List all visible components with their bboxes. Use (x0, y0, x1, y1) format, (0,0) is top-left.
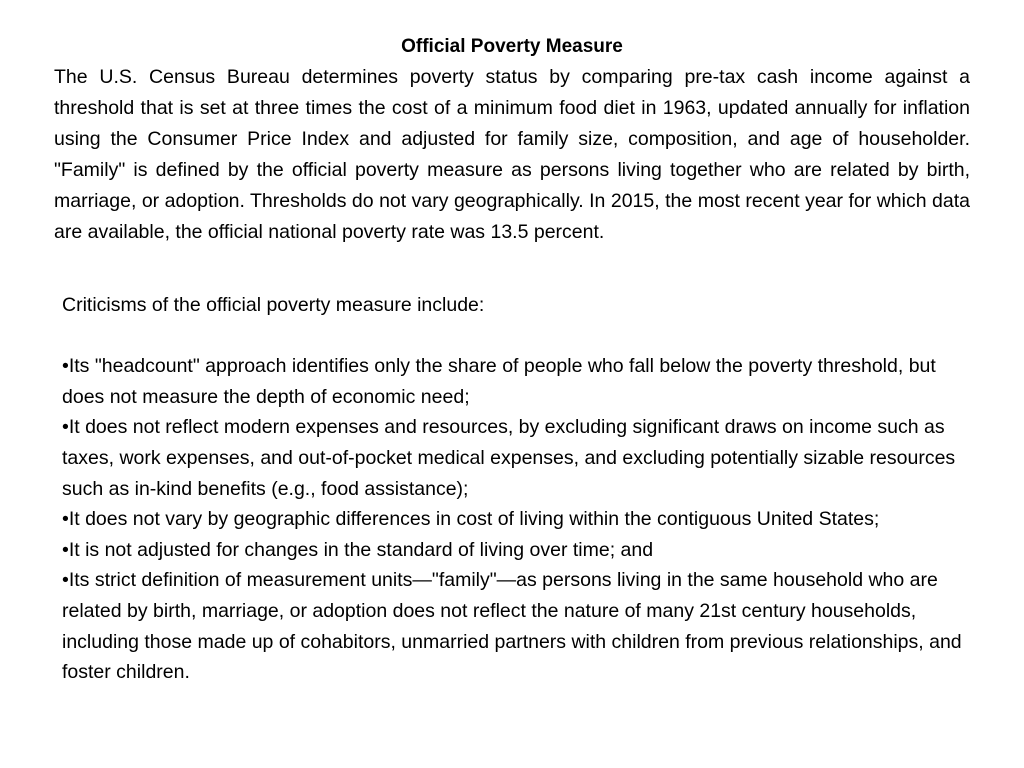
criticism-bullet-2: •It does not reflect modern expenses and resources, by excluding significant draws on income such as taxes, work expenses, and out-of-pocket medical expenses, and excluding potentially sizable resources such as in-kind benefits (e.g., food assistance); (62, 416, 956, 500)
criticisms-heading: Criticisms of the official poverty measure include: (62, 294, 485, 316)
criticism-bullet-3: •It does not vary by geographic differences in cost of living within the contiguous United States; (62, 508, 880, 531)
criticisms-section (62, 290, 982, 688)
intro-paragraph: The U.S. Census Bureau determines poverty status by comparing pre-tax cash income against a threshold that is set at three times the cost of a minimum food diet in 1963, updated annually for inflation using the Consumer Price Index and adjusted for family size, composition, and age of householder. "Family" is defined by the official poverty measure as persons living together who are related by birth, marriage, or adoption. Thresholds do not vary geographically. In 2015, the most recent year for which data are available, the official national poverty rate was 13.5 percent. (54, 66, 970, 243)
criticism-bullet-5: •Its strict definition of measurement units—"family"—as persons living in the same household who are related by birth, marriage, or adoption does not reflect the nature of many 21st century households, including those made up of cohabitors, unmarried partners with children from previous relationships, and foster children. (62, 569, 962, 684)
page-title: Official Poverty Measure (401, 36, 623, 57)
criticism-bullet-4: •It is not adjusted for changes in the standard of living over time; and (62, 538, 654, 561)
spacer (62, 321, 982, 352)
criticism-bullet-1: •Its "headcount" approach identifies only the share of people who fall below the poverty threshold, but does not measure the depth of economic need; (62, 355, 936, 408)
